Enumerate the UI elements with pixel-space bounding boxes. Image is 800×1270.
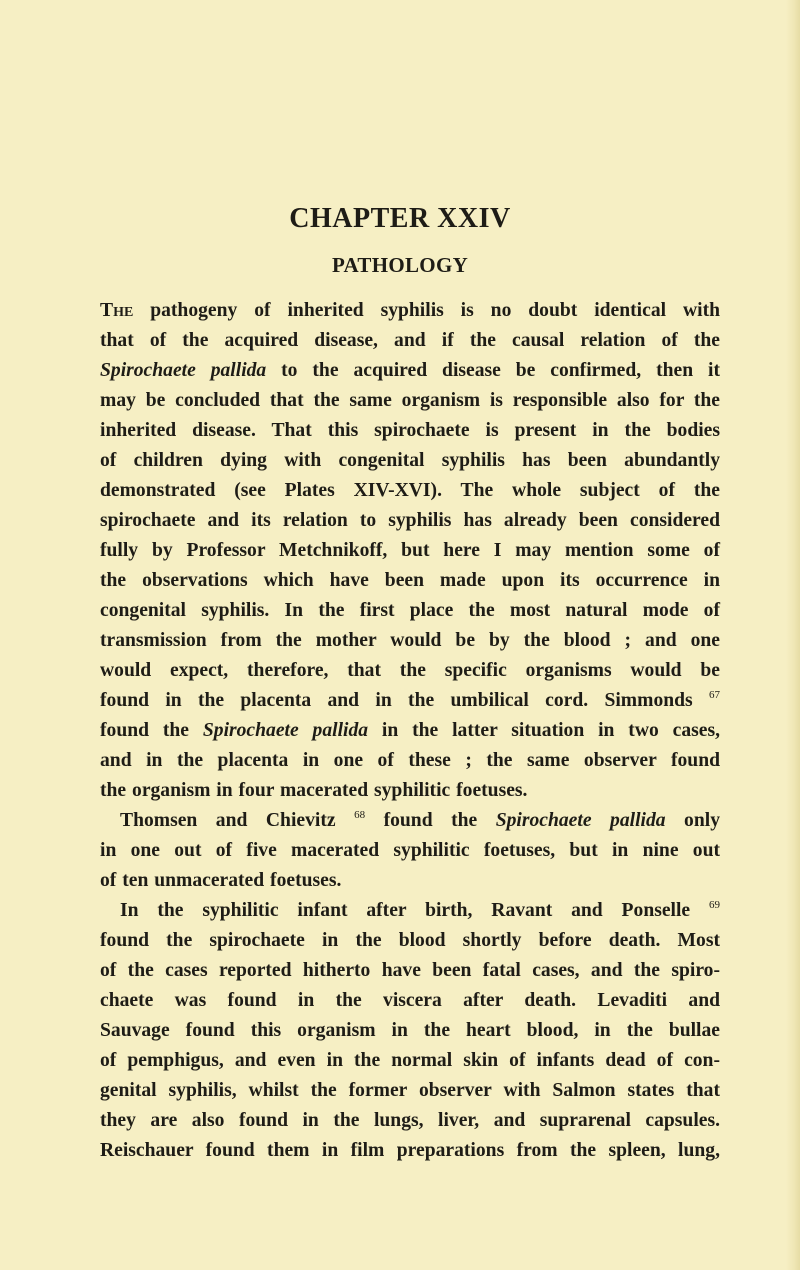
species-name: Spirochaete pallida: [100, 360, 267, 381]
text-line: transmission from the mother would be by the blood ; and one: [100, 630, 720, 651]
body-text: [100, 296, 720, 1166]
text-line: Sauvage found this organism in the heart blood, in the bullae: [100, 1020, 720, 1041]
text-line: genital syphilis, whilst the former observer with Salmon states that: [100, 1080, 720, 1101]
footnote-ref: 67: [709, 689, 720, 701]
text-line: Spirochaete pallida to the acquired disease be confirmed, then it: [100, 360, 720, 381]
text-line: of children dying with congenital syphilis has been abundantly: [100, 450, 720, 471]
text-line: In the syphilitic infant after birth, Ravant and Ponselle $^{69}$: [120, 899, 720, 921]
text-line: Reischauer found them in film preparations from the spleen, lung,: [100, 1140, 720, 1161]
text-line: fully by Professor Metchnikoff, but here I may mention some of: [100, 540, 720, 561]
text-line: that of the acquired disease, and if the causal relation of the: [100, 330, 720, 351]
text-line: may be concluded that the same organism is responsible also for the: [100, 390, 720, 411]
text-line: spirochaete and its relation to syphilis has already been considered: [100, 510, 720, 531]
text-line: would expect, therefore, that the specific organisms would be: [100, 660, 720, 681]
text-line: the observations which have been made upon its occurrence in: [100, 570, 720, 591]
footnote-ref: 69: [709, 899, 720, 911]
text-line: demonstrated (see Plates XIV-XVI). The whole subject of the: [100, 480, 720, 501]
page-edge: [786, 0, 800, 1270]
species-name: Spirochaete pallida: [202, 720, 369, 741]
text-line: chaete was found in the viscera after death. Levaditi and: [100, 990, 720, 1011]
footnote-ref: 68: [354, 809, 366, 821]
chapter-title: CHAPTER XXIV: [289, 203, 511, 234]
text-line: they are also found in the lungs, liver, and suprarenal capsules.: [100, 1110, 720, 1131]
text-line: found the spirochaete in the blood shortly before death. Most: [100, 930, 720, 951]
text-line: The pathogeny of inherited syphilis is no doubt identical with: [100, 300, 720, 321]
text-line: of the cases reported hitherto have been fatal cases, and the spiro-: [100, 960, 720, 981]
text-line: found the Spirochaete pallida in the latter situation in two cases,: [100, 720, 720, 741]
section-title: PATHOLOGY: [331, 253, 469, 277]
text-line: found in the placenta and in the umbilical cord. Simmonds $^{67}$: [100, 689, 720, 711]
text-line: in one out of five macerated syphilitic foetuses, but in nine out: [100, 840, 720, 861]
text-line: of ten unmacerated foetuses.: [100, 870, 342, 891]
text-line: Thomsen and Chievitz $^{68}$ found the Spirochaete pallida only: [120, 809, 720, 831]
lead-word: The: [100, 300, 134, 321]
text-line: inherited disease. That this spirochaete is present in the bodies: [100, 420, 720, 441]
text-line: of pemphigus, and even in the normal skin of infants dead of con-: [100, 1050, 720, 1071]
text-line: the organism in four macerated syphilitic foetuses.: [100, 780, 528, 801]
text-line: and in the placenta in one of these ; the same observer found: [100, 750, 720, 771]
text-line: congenital syphilis. In the first place the most natural mode of: [100, 600, 720, 621]
species-name: Spirochaete pallida: [495, 810, 666, 831]
